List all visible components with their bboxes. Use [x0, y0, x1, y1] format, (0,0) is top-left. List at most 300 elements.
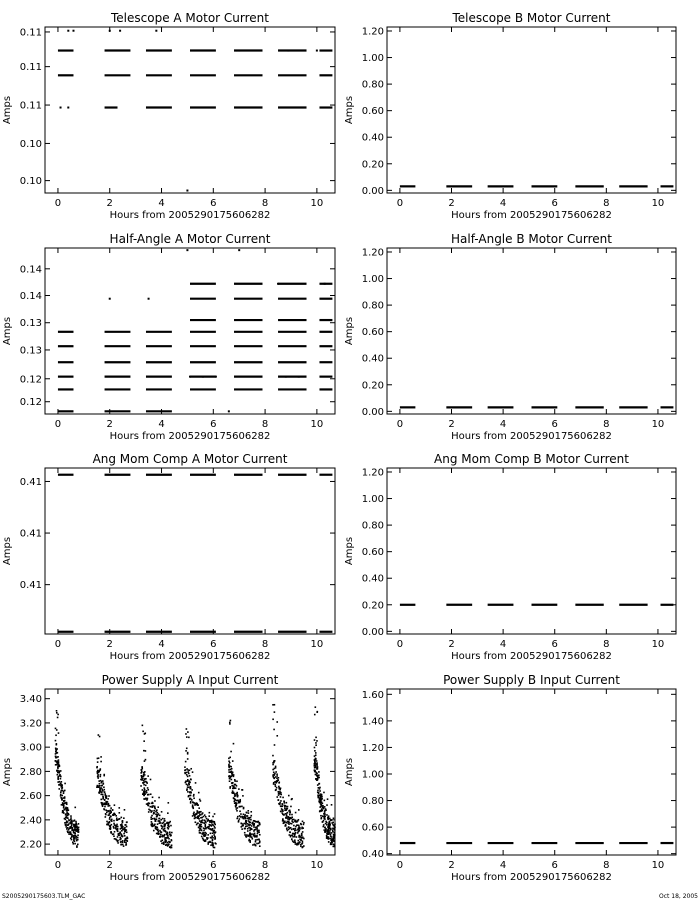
data-point: [140, 785, 142, 787]
data-point: [123, 833, 125, 835]
data-point: [284, 821, 286, 823]
data-point: [196, 802, 198, 804]
data-point: [158, 797, 160, 799]
data-point: [160, 836, 162, 838]
data-point: [143, 772, 145, 774]
data-point: [97, 761, 99, 763]
y-axis-label: Amps: [2, 536, 13, 566]
y-tick-label: 0.40: [361, 573, 384, 585]
data-point: [317, 790, 319, 792]
y-tick-label: 0.11: [19, 62, 42, 74]
data-point: [231, 785, 233, 787]
data-point: [100, 794, 102, 796]
data-point: [288, 810, 290, 812]
data-point: [116, 817, 118, 819]
data-point: [71, 836, 73, 838]
data-point: [255, 839, 257, 841]
data-point: [303, 824, 305, 826]
data-point: [192, 808, 194, 810]
data-point: [204, 822, 206, 824]
data-point: [57, 768, 59, 770]
data-point: [201, 826, 203, 828]
data-point: [290, 835, 292, 837]
data-point: [326, 822, 328, 824]
data-point: [237, 795, 239, 797]
data-point: [69, 831, 71, 833]
data-point: [142, 725, 144, 727]
data-point: [205, 816, 207, 818]
data-point: [117, 830, 119, 832]
data-point: [320, 801, 322, 803]
data-point: [144, 774, 146, 776]
chart-panel: [2, 673, 336, 883]
data-point: [74, 807, 76, 809]
data-point: [156, 814, 158, 816]
data-point: [296, 844, 298, 846]
data-point: [300, 823, 302, 825]
data-point: [246, 825, 248, 827]
data-point: [190, 788, 192, 790]
data-point: [187, 784, 189, 786]
data-point: [211, 835, 213, 837]
data-point: [272, 704, 274, 706]
data-point: [152, 818, 154, 820]
data-point: [297, 832, 299, 834]
data-point: [65, 824, 67, 826]
data-point: [143, 793, 145, 795]
data-point: [214, 826, 216, 828]
data-point: [67, 107, 69, 109]
data-point: [197, 817, 199, 819]
data-point: [56, 710, 58, 712]
data-point: [70, 817, 72, 819]
data-point: [99, 788, 101, 790]
data-point: [282, 797, 284, 799]
y-tick-label: 3.00: [19, 742, 42, 754]
data-point: [294, 842, 296, 844]
data-point: [286, 815, 288, 817]
x-axis-label: Hours from 2005290175606282: [451, 431, 612, 442]
data-point: [61, 799, 63, 801]
data-point: [61, 786, 63, 788]
data-point: [123, 845, 125, 847]
data-point: [198, 827, 200, 829]
data-point: [162, 822, 164, 824]
data-point: [240, 826, 242, 828]
data-point: [122, 822, 124, 824]
data-point: [291, 820, 293, 822]
data-point: [257, 833, 259, 835]
data-point: [315, 774, 317, 776]
data-point: [240, 816, 242, 818]
data-point: [235, 795, 237, 797]
data-point: [327, 818, 329, 820]
data-point: [68, 823, 70, 825]
data-point: [289, 832, 291, 834]
x-tick-label: 4: [499, 198, 507, 209]
x-tick-label: 8: [261, 419, 269, 430]
data-point: [57, 763, 59, 765]
data-point: [259, 834, 261, 836]
data-point: [167, 825, 169, 827]
data-point: [273, 783, 275, 785]
chart-title: Ang Mom Comp A Motor Current: [92, 452, 288, 466]
data-point: [272, 774, 274, 776]
data-point: [243, 813, 245, 815]
data-point: [210, 820, 212, 822]
data-point: [280, 800, 282, 802]
data-point: [98, 734, 100, 736]
x-tick-label: 0: [54, 860, 62, 871]
data-point: [105, 809, 107, 811]
data-point: [280, 805, 282, 807]
data-point: [287, 50, 289, 52]
data-point: [332, 831, 334, 833]
data-point: [206, 838, 208, 840]
data-point: [252, 822, 254, 824]
x-tick-label: 8: [261, 860, 269, 871]
data-point: [73, 837, 75, 839]
data-point: [64, 797, 66, 799]
data-point: [230, 751, 232, 753]
data-point: [242, 825, 244, 827]
data-point: [199, 828, 201, 830]
data-point: [144, 733, 146, 735]
data-point: [152, 796, 154, 798]
data-point: [149, 806, 151, 808]
data-point: [214, 832, 216, 834]
data-point: [117, 819, 119, 821]
data-point: [239, 806, 241, 808]
data-point: [66, 803, 68, 805]
data-point: [64, 822, 66, 824]
data-point: [235, 804, 237, 806]
data-point: [167, 837, 169, 839]
data-point: [100, 774, 102, 776]
data-point: [163, 835, 165, 837]
data-point: [97, 776, 99, 778]
data-point: [331, 842, 333, 844]
data-point: [287, 808, 289, 810]
data-point: [97, 786, 99, 788]
data-point: [97, 777, 99, 779]
data-point: [324, 827, 326, 829]
data-point: [274, 760, 276, 762]
data-point: [78, 823, 80, 825]
data-point: [315, 767, 317, 769]
data-point: [243, 807, 245, 809]
data-point: [284, 825, 286, 827]
data-point: [148, 802, 150, 804]
data-cycle: [272, 704, 305, 848]
data-point: [158, 831, 160, 833]
data-point: [247, 815, 249, 817]
data-point: [332, 838, 334, 840]
data-point: [275, 767, 277, 769]
data-point: [101, 788, 103, 790]
data-point: [147, 787, 149, 789]
x-tick-label: 6: [551, 419, 558, 430]
y-tick-label: 1.20: [361, 742, 384, 754]
data-point: [97, 770, 99, 772]
y-tick-label: 0.80: [361, 520, 384, 532]
data-point: [202, 812, 204, 814]
data-point: [246, 818, 248, 820]
data-point: [58, 766, 60, 768]
data-point: [290, 823, 292, 825]
data-point: [314, 739, 316, 741]
data-point: [57, 714, 59, 716]
data-point: [332, 829, 334, 831]
data-point: [124, 831, 126, 833]
data-point: [212, 837, 214, 839]
data-point: [248, 835, 250, 837]
data-point: [56, 770, 58, 772]
data-point: [236, 808, 238, 810]
data-point: [326, 837, 328, 839]
data-point: [143, 784, 145, 786]
data-point: [190, 768, 192, 770]
data-point: [140, 779, 142, 781]
data-point: [204, 819, 206, 821]
data-point: [210, 837, 212, 839]
data-point: [281, 808, 283, 810]
data-point: [109, 298, 111, 300]
data-point: [250, 815, 252, 817]
x-tick-label: 6: [210, 198, 217, 209]
data-point: [208, 815, 210, 817]
y-axis-label: Amps: [2, 316, 13, 346]
data-point: [322, 821, 324, 823]
data-point: [165, 831, 167, 833]
data-point: [211, 843, 213, 845]
y-tick-label: 0.00: [361, 626, 384, 638]
data-point: [200, 829, 202, 831]
data-point: [99, 785, 101, 787]
data-point: [75, 838, 77, 840]
data-point: [163, 828, 165, 830]
data-point: [324, 818, 326, 820]
data-point: [161, 825, 163, 827]
data-point: [61, 804, 63, 806]
data-point: [235, 802, 237, 804]
data-point: [278, 777, 280, 779]
data-point: [315, 737, 317, 739]
data-point: [171, 845, 173, 847]
data-point: [67, 30, 69, 32]
data-point: [97, 774, 99, 776]
data-point: [321, 798, 323, 800]
data-point: [186, 772, 188, 774]
data-point: [159, 830, 161, 832]
data-point: [315, 752, 317, 754]
data-point: [212, 839, 214, 841]
y-tick-label: 0.20: [361, 159, 384, 171]
x-tick-label: 10: [310, 860, 324, 871]
data-point: [55, 751, 57, 753]
data-point: [280, 796, 282, 798]
x-tick-label: 0: [396, 198, 404, 209]
y-tick-label: 1.20: [361, 467, 384, 479]
x-tick-label: 0: [54, 639, 62, 650]
data-point: [245, 823, 247, 825]
data-point: [252, 844, 254, 846]
data-point: [286, 802, 288, 804]
data-point: [142, 731, 144, 733]
data-point: [298, 836, 300, 838]
data-point: [55, 728, 57, 730]
data-point: [230, 766, 232, 768]
data-point: [213, 822, 215, 824]
data-point: [156, 826, 158, 828]
data-point: [258, 825, 260, 827]
data-point: [325, 830, 327, 832]
data-point: [257, 829, 259, 831]
data-point: [70, 819, 72, 821]
data-point: [113, 820, 115, 822]
y-tick-label: 0.60: [361, 822, 384, 834]
x-tick-label: 6: [210, 860, 217, 871]
x-tick-label: 10: [310, 639, 324, 650]
data-point: [170, 825, 172, 827]
data-point: [77, 844, 79, 846]
data-point: [197, 822, 199, 824]
data-point: [188, 796, 190, 798]
x-tick-label: 4: [499, 860, 507, 871]
chart-panel: [344, 452, 676, 662]
data-point: [192, 804, 194, 806]
data-point: [185, 750, 187, 752]
data-point: [291, 834, 293, 836]
data-point: [142, 789, 144, 791]
data-point: [56, 712, 58, 714]
data-point: [241, 828, 243, 830]
data-point: [228, 760, 230, 762]
data-point: [315, 778, 317, 780]
data-point: [116, 840, 118, 842]
data-point: [75, 836, 77, 838]
data-point: [188, 773, 190, 775]
data-point: [100, 799, 102, 801]
data-point: [60, 778, 62, 780]
data-point: [169, 846, 171, 848]
data-point: [161, 811, 163, 813]
data-point: [242, 817, 244, 819]
data-point: [256, 839, 258, 841]
y-tick-label: 0.11: [19, 27, 42, 39]
data-point: [276, 735, 278, 737]
data-point: [211, 822, 213, 824]
data-point: [70, 820, 72, 822]
x-tick-label: 8: [603, 198, 610, 209]
data-point: [259, 845, 261, 847]
data-point: [187, 758, 189, 760]
data-point: [63, 806, 65, 808]
data-point: [318, 783, 320, 785]
data-point: [327, 829, 329, 831]
data-point: [324, 811, 326, 813]
data-point: [234, 784, 236, 786]
y-tick-label: 0.14: [19, 291, 42, 303]
data-point: [296, 821, 298, 823]
data-point: [101, 802, 103, 804]
chart-title: Half-Angle A Motor Current: [109, 232, 271, 246]
data-point: [251, 828, 253, 830]
data-point: [294, 836, 296, 838]
chart-title: Power Supply A Input Current: [101, 673, 279, 687]
data-point: [171, 832, 173, 834]
data-point: [186, 748, 188, 750]
x-tick-label: 2: [106, 639, 113, 650]
chart-panel: [2, 452, 335, 662]
data-point: [255, 841, 257, 843]
data-point: [316, 740, 318, 742]
data-point: [244, 828, 246, 830]
data-point: [246, 836, 248, 838]
data-point: [288, 826, 290, 828]
x-tick-label: 4: [499, 639, 507, 650]
data-point: [107, 805, 109, 807]
data-point: [228, 769, 230, 771]
data-point: [202, 822, 204, 824]
x-tick-label: 2: [448, 860, 455, 871]
data-point: [100, 756, 102, 758]
data-point: [232, 760, 234, 762]
x-tick-label: 6: [551, 639, 558, 650]
data-point: [316, 768, 318, 770]
data-point: [193, 813, 195, 815]
data-point: [106, 824, 108, 826]
data-point: [72, 30, 74, 32]
data-point: [295, 812, 297, 814]
data-point: [323, 815, 325, 817]
data-point: [276, 777, 278, 779]
data-point: [66, 809, 68, 811]
data-point: [117, 842, 119, 844]
data-point: [302, 846, 304, 848]
data-point: [163, 820, 165, 822]
y-tick-label: 3.20: [19, 718, 42, 730]
data-point: [315, 742, 317, 744]
data-point: [319, 811, 321, 813]
data-point: [319, 794, 321, 796]
data-point: [158, 820, 160, 822]
data-point: [212, 830, 214, 832]
data-point: [59, 781, 61, 783]
data-point: [164, 818, 166, 820]
data-point: [194, 804, 196, 806]
data-point: [194, 815, 196, 817]
data-point: [70, 826, 72, 828]
data-point: [150, 779, 152, 781]
data-point: [70, 815, 72, 817]
data-point: [295, 826, 297, 828]
data-point: [72, 843, 74, 845]
data-point: [244, 832, 246, 834]
data-point: [233, 776, 235, 778]
data-point: [144, 760, 146, 762]
data-point: [77, 837, 79, 839]
data-point: [236, 792, 238, 794]
data-point: [73, 824, 75, 826]
data-point: [107, 810, 109, 812]
y-tick-label: 0.00: [361, 406, 384, 418]
data-point: [239, 810, 241, 812]
y-tick-label: 0.13: [19, 345, 42, 357]
data-point: [229, 722, 231, 724]
data-point: [248, 839, 250, 841]
data-point: [200, 800, 202, 802]
